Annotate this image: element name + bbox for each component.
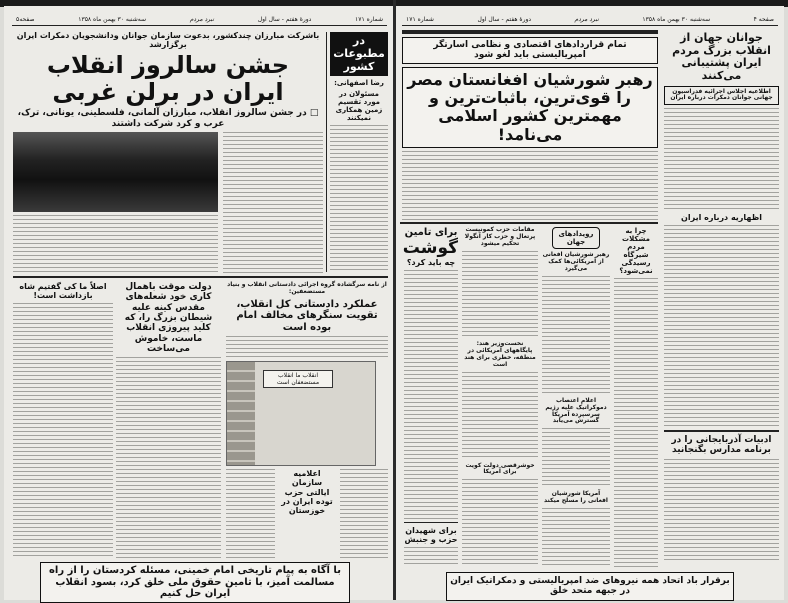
- side-headline: جوانان جهان از انقلاب بزرگ مردم ایران پشتیبانی می‌کنند: [672, 31, 771, 82]
- right-page: [396, 6, 784, 600]
- main-subhead: □ در جشن سالروز انقلاب، مبارزان آلمانی، فلسطینی، یونانی، ترک، عرب و کرد شرکت داشتند: [17, 108, 319, 129]
- main-headline: جشن سالروز انقلاب ایران در برلن غربی: [46, 51, 290, 106]
- masthead: نبرد مردم: [574, 16, 599, 23]
- left-bottom-banner: با آگاه به پیام تاریخی امام خمینی، مسئله کردستان را از راه مسالمت آمیز، با تامین حقوق ملی خلق کرد، بسود انقلاب ایران حل کنیم: [40, 562, 350, 603]
- story4-text-2: [340, 469, 389, 558]
- item-headline: مقامات حزب کمونیست پرتغال و حزب کار آنگولا تحکیم میشود: [464, 226, 536, 247]
- story4-headline: عملکرد دادستانی کل انقلاب، تقویت سنگرهای مخالف امام بوده است: [236, 298, 378, 333]
- column-author: رضا اصفهانی:: [334, 78, 384, 87]
- masthead: نبرد مردم: [189, 16, 215, 23]
- lead-headline: رهبر شورشیان افغانستان مصر را قوی‌ترین، باثبات‌ترین و مهمترین کشور اسلامی می‌نامد!: [402, 67, 658, 149]
- divider: [664, 430, 779, 432]
- meat-line1: برای تامین: [404, 227, 458, 238]
- date: سه‌شنبه ۳۰ بهمن ماه ۱۳۵۸: [78, 16, 147, 23]
- divider: [326, 32, 327, 272]
- story5-text: [226, 469, 275, 558]
- meat-headline: [404, 227, 458, 267]
- story5-headline: اعلامیه سازمان ایالتی حزب توده ایران در خوزستان: [281, 469, 333, 516]
- lead-story: [402, 30, 658, 220]
- martyrs-text: [404, 547, 458, 567]
- world-text: [542, 276, 610, 395]
- main-text-2: [13, 215, 218, 273]
- mid-text: [542, 428, 610, 487]
- issue-number: شماره ۱۷۱: [355, 16, 383, 23]
- column-text: [330, 125, 388, 273]
- lead-text: [402, 151, 658, 220]
- shirgah-text: [614, 278, 658, 567]
- photo-sign: انقلاب ما انقلاب مستضعفان است: [263, 370, 333, 388]
- story2-text: [13, 303, 113, 558]
- crowd-photo: [13, 132, 218, 212]
- item-headline: نخست‌وزیر هند: پایگاههای آمریکائی در منطقه، خطری برای هند است: [464, 340, 536, 368]
- issue-number: شماره ۱۷۱: [406, 16, 434, 23]
- story4-text: [226, 336, 388, 358]
- divider: [404, 522, 458, 523]
- main-text: [223, 132, 323, 273]
- page-number: صفحه۵: [16, 16, 35, 23]
- top-banner: تمام قراردادهای اقتصادی و نظامی اسارتگر امپریالیستی باید لغو شود: [402, 37, 658, 64]
- story2: [13, 282, 113, 558]
- azeri-headline: ادبیات آذربایجانی را در برنامه مدارس بگنجانید: [671, 435, 772, 456]
- side-subhead: اظهاریه درباره ایران: [681, 212, 762, 222]
- story4: [226, 282, 388, 558]
- world-headline: رهبر شورشیان افغانی از آمریکائی‌ها کمک می‌گیرد: [542, 251, 610, 272]
- page-number: صفحه ۴: [753, 16, 774, 23]
- meat-column: [404, 227, 458, 567]
- story2-headline: اصلاً ما کی گفتیم شاه بازداشت است!: [19, 282, 107, 301]
- world-column: [542, 227, 610, 567]
- story3-headline: دولت موقت باهمال کاری خود شعله‌های مقدس کینه علیه شیطان بزرگ‌ را، که کلید پیروزی انقلاب ماست، خاموش می‌ساخت: [124, 282, 213, 355]
- graffiti-photo: [226, 361, 376, 466]
- divider: [400, 222, 658, 224]
- date: سه‌شنبه ۳۰ بهمن ماه ۱۳۵۸: [642, 16, 711, 23]
- divider: [13, 276, 388, 278]
- right-bottom-banner: برقرار باد اتحاد همه نیروهای ضد امپریالیستی و دمکراتیک ایران در جبهه متحد خلق: [446, 572, 734, 601]
- divider: [402, 30, 658, 34]
- volume: دورهٔ هفتم - سال اول: [257, 16, 312, 23]
- main-story: [13, 31, 323, 273]
- world-box: رویدادهای جهان: [552, 227, 600, 249]
- side-column: [664, 32, 779, 560]
- main-kicker: باشرکت مبارزان چندکشور، بدعوت سازمان جوانان ودانشجویان دمکرات ایران برگزارشد: [16, 31, 320, 50]
- azeri-text: [664, 459, 779, 560]
- brick-wall: [227, 362, 255, 465]
- item-text: [462, 251, 538, 339]
- mid-headline: آمریکا شورشیان افغانی را مسلح میکند: [544, 489, 608, 504]
- shirgah-headline: چرا به مشکلات مردم شیرگاه رسیدگی نمی‌شود؟: [619, 227, 653, 276]
- mid-headline: اعلام اعتصاب دموکراتیک علیه رژیم سرسپرده آمریکا گسترش می‌یابد: [545, 396, 607, 425]
- shirgah-column: [614, 227, 658, 567]
- left-page-header: [12, 14, 387, 26]
- story4-kicker: از نامه سرگشاده گروه اجرائی دادستانی انقلاب و بنیاد مستضعفین:: [227, 281, 387, 295]
- items-column: [462, 227, 538, 567]
- meat-line2: گوشت: [402, 237, 458, 258]
- press-column: [330, 32, 388, 273]
- side-box: اطلاعیه اجلاس اجرائیه فدراسیون جهانی جوانان دمکرات درباره ایران: [664, 86, 779, 106]
- mid-headline: خوشرقصی دولت کویت برای آمریکا: [465, 461, 535, 476]
- main-body: [13, 132, 323, 273]
- column-headline: مسئولان در مورد تقسیم زمین همکاری نمیکنند: [335, 89, 383, 122]
- story3-text: [116, 357, 221, 558]
- side-text: [664, 108, 779, 209]
- story3: [116, 282, 221, 558]
- side-text-2: [664, 225, 779, 427]
- left-page: [4, 6, 393, 600]
- main-left: [13, 132, 218, 273]
- item-text: [462, 372, 538, 460]
- right-page-header: [402, 14, 778, 26]
- column-box: در مطبوعات کشور: [330, 32, 388, 76]
- meat-text: [404, 270, 458, 518]
- story4-bottom: [226, 469, 388, 558]
- meat-line3: چه باید کرد؟: [406, 258, 456, 268]
- volume: دورهٔ هفتم - سال اول: [477, 16, 532, 23]
- mid-text: [542, 508, 610, 567]
- martyrs-headline: برای شهیدان حزب و جنبش: [404, 525, 458, 544]
- mid-text: [462, 479, 538, 567]
